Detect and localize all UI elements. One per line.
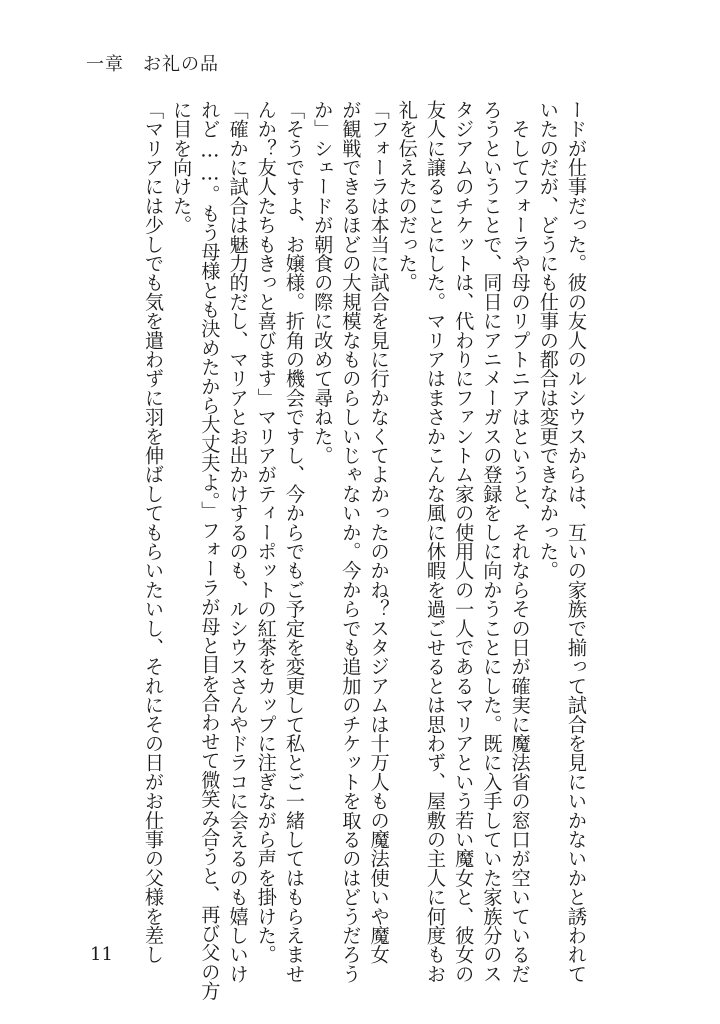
text-line: れど……。もう母様とも決めたから大丈夫よ。」フォーラが母と目を合わせて微笑み合うと、再び父の方 [198, 100, 222, 1001]
text-line: ードが仕事だった。彼の友人のルシウスからは、互いの家族で揃って試合を見にいかないかと誘われて [565, 100, 588, 984]
text-line: 「そうですよ、お嬢様。折角の機会ですし、今からでもご予定を変更して私とご一緒してはもらえませ [282, 100, 306, 984]
text-line: 「マリアには少しでも気を遣わずに羽を伸ばしてもらいたいし、それにその日がお仕事の父様を差し [141, 100, 165, 964]
text-line: ろうということで、同日にアニメーガスの登録をしに向かうことにした。既に入手していた家族分のス [480, 100, 504, 984]
text-line: が観戦できるほどの大規模なものらしいじゃないか。今からでも追加のチケットを取るのはどうだろう [339, 100, 363, 984]
text-line: んか？友人たちもきっと喜びます」マリアがティーポットの紅茶をカップに注ぎながら声を掛けた。 [254, 100, 278, 964]
text-line: 「フォーラは本当に試合を見に行かなくてよかったのかね？スタジアムは十万人もの魔法使いや魔女 [367, 100, 391, 964]
text-line: いたのだが、どうにも仕事の都合は変更できなかった。 [536, 100, 560, 580]
text-line: 「確かに試合は魅力的だし、マリアとお出かけするのも、ルシウスさんやドラコに会えるのも嬉しいけ [226, 100, 250, 984]
page-number: 11 [90, 944, 113, 965]
text-line: そしてフォーラや母のリプトニアはというと、それならその日が確実に魔法省の窓口が空いているだ [508, 100, 532, 984]
vertical-text-body [139, 100, 590, 1001]
running-header: 一章 お礼の品 [86, 54, 219, 75]
text-line: か」シェードが朝食の際に改めて尋ねた。 [311, 100, 335, 465]
text-line: 礼を伝えたのだった。 [395, 100, 419, 292]
text-line: に目を向けた。 [170, 100, 194, 235]
text-line: 友人に譲ることにした。マリアはまさかこんな風に休暇を過ごせるとは思わず、屋敷の主人に何度もお [423, 100, 447, 984]
text-line: タジアムのチケットは、代わりにファントム家の使用人の一人であるマリアという若い魔女と、彼女の [452, 100, 476, 984]
